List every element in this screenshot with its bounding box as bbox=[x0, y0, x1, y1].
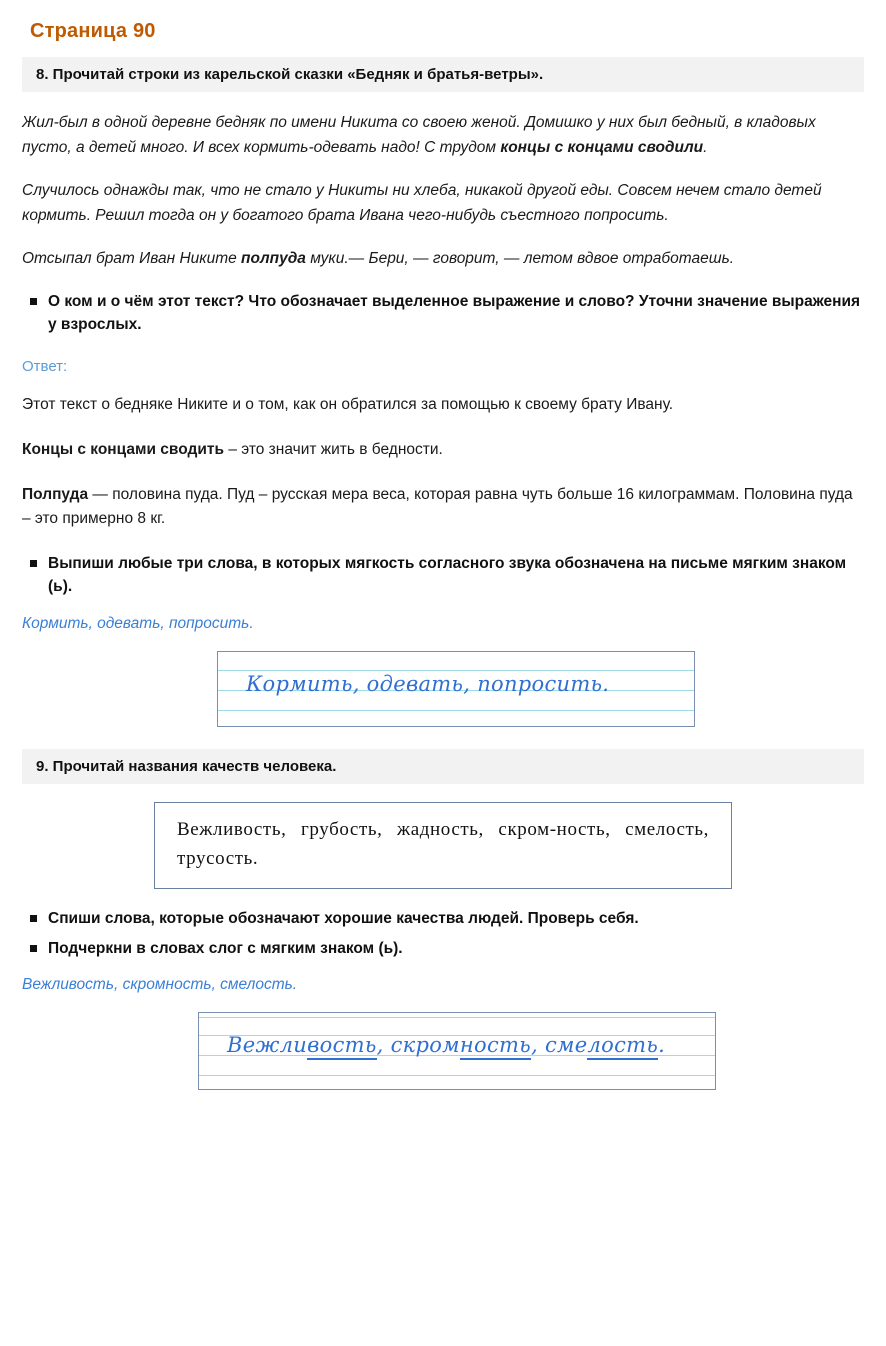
cb2-word2-underlined: ность bbox=[460, 1033, 531, 1060]
cb2-word2-a: скром bbox=[390, 1033, 460, 1058]
task-9-question-2: Подчеркни в словах слог с мягким знаком (ь). bbox=[22, 937, 864, 960]
answer-p2-bold: Концы с концами сводить bbox=[22, 440, 225, 458]
cb2-sep2: , bbox=[530, 1033, 545, 1058]
tale-p3-part-3: муки.— Бери, — говорит, — летом вдвое отработаешь. bbox=[305, 250, 735, 268]
copybook-task-9 bbox=[198, 1012, 716, 1090]
task-9-answer-words: Вежливость, скромность, смелость. bbox=[22, 976, 298, 994]
page-title: Страница 90 bbox=[30, 20, 156, 42]
tale-p1-part-1: Жил-был в одной деревне бедняк по имени Никита со своею женой. Домишко у них был бедный, в кладовых пусто, а детей много. И всех кормить-одевать надо! С трудом bbox=[22, 114, 816, 157]
tale-p1-part-3: . bbox=[703, 139, 708, 157]
task-9-word-box: Вежливость, грубость, жадность, скром-ность, смелость, трусость. bbox=[154, 802, 732, 889]
answer-paragraph-2 bbox=[22, 438, 864, 463]
task-8-question-1: О ком и о чём этот текст? Что обозначает выделенное выражение и слово? Уточни значение выражения у взрослых. bbox=[22, 290, 864, 337]
cb2-word3-a: сме bbox=[544, 1033, 588, 1058]
copybook-handwriting-1: Кормить, одевать, попросить. bbox=[246, 671, 610, 696]
answer-p3-rest: — половина пуда. Пуд – русская мера веса, которая равна чуть больше 16 килограммам. Половина пуда – это примерно 8 кг. bbox=[22, 485, 853, 528]
answer-label: Ответ: bbox=[22, 358, 68, 376]
task-8-question-list-1 bbox=[22, 290, 864, 337]
tale-p3-bold: полпуда bbox=[241, 250, 306, 268]
task-9-question-list bbox=[22, 907, 864, 961]
tale-paragraph-1 bbox=[22, 110, 864, 160]
tale-paragraph-2: Случилось однажды так, что не стало у Никиты ни хлеба, никакой другой еды. Совсем нечем стало детей кормить. Решил тогда он у богатого брата Ивана чего-нибудь съестного попросить. bbox=[22, 182, 822, 225]
answer-paragraph-3 bbox=[22, 483, 864, 533]
cb2-word1-a: Вежли bbox=[227, 1033, 308, 1058]
cb2-end: . bbox=[658, 1033, 666, 1058]
task-8-header: 8. Прочитай строки из карельской сказки «Бедняк и братья-ветры». bbox=[22, 57, 864, 92]
copybook-handwriting-2 bbox=[227, 1033, 665, 1057]
task-8-question-list-2 bbox=[22, 552, 864, 599]
answer-p2-rest: – это значит жить в бедности. bbox=[224, 440, 443, 458]
cb2-word1-underlined: вость bbox=[307, 1033, 376, 1060]
tale-p3-part-1: Отсыпал брат Иван Никите bbox=[22, 250, 242, 268]
task-8-question-2: Выпиши любые три слова, в которых мягкость согласного звука обозначена на письме мягким знаком (ь). bbox=[22, 552, 864, 599]
answer-paragraph-1: Этот текст о бедняке Никите и о том, как он обратился за помощью к своему брату Ивану. bbox=[22, 396, 674, 414]
tale-p1-bold: концы с концами сводили bbox=[500, 139, 704, 157]
tale-paragraph-3 bbox=[22, 246, 864, 271]
task-8-answer-words: Кормить, одевать, попросить. bbox=[22, 614, 254, 632]
task-9-question-1: Спиши слова, которые обозначают хорошие качества людей. Проверь себя. bbox=[22, 907, 864, 930]
task-9-header: 9. Прочитай названия качеств человека. bbox=[22, 749, 864, 784]
copybook-task-8 bbox=[217, 651, 695, 727]
answer-p3-bold: Полпуда bbox=[22, 485, 89, 503]
cb2-word3-underlined: лость bbox=[587, 1033, 658, 1060]
cb2-sep1: , bbox=[376, 1033, 391, 1058]
